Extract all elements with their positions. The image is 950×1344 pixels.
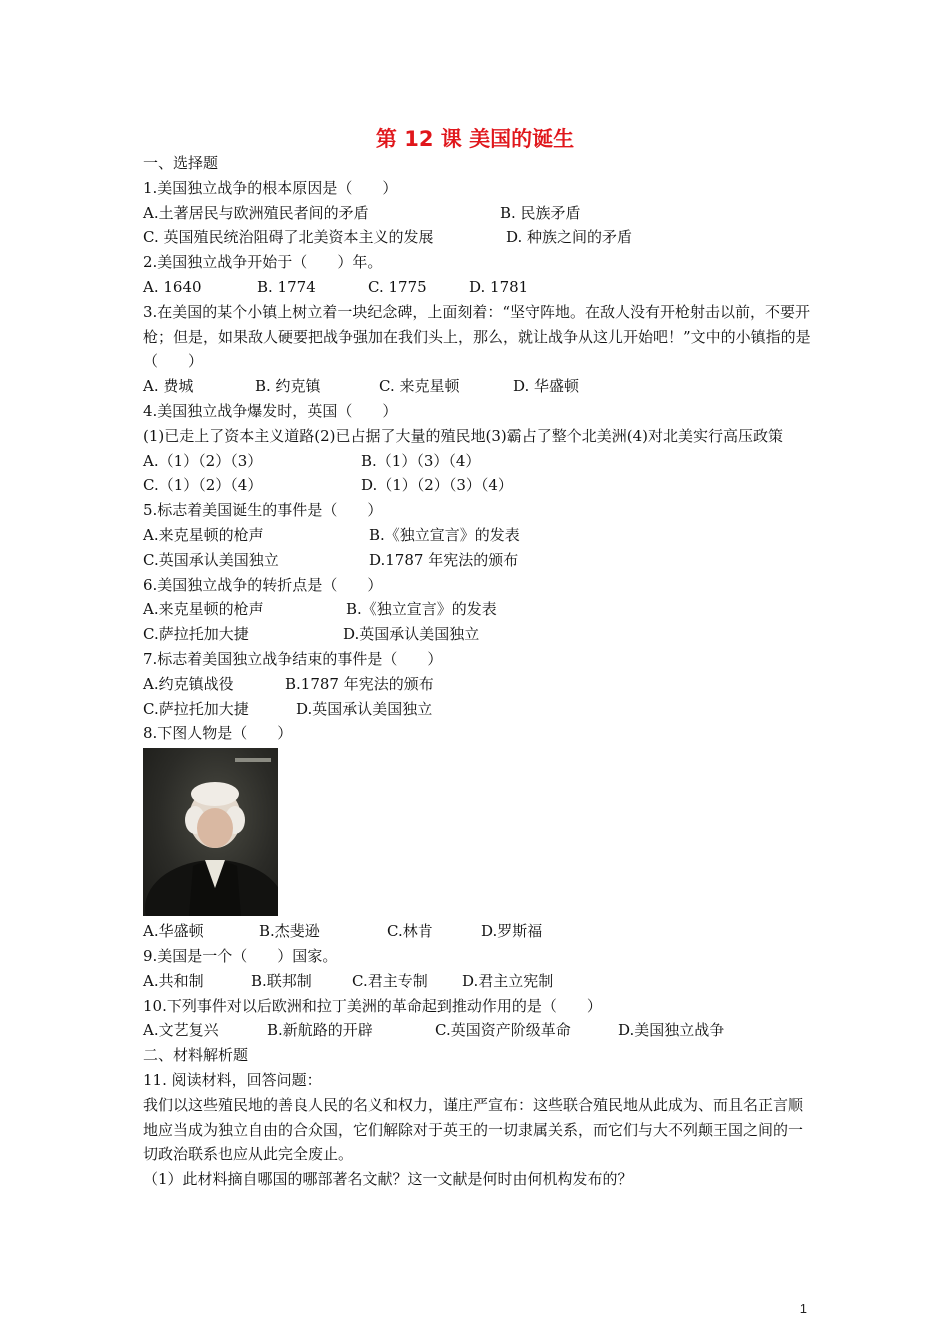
question-stem: 7.标志着美国独立战争结束的事件是（ ）: [143, 649, 443, 668]
question-options: [143, 275, 813, 300]
source-material: 我们以这些殖民地的善良人民的名义和权力，谨庄严宣布：这些联合殖民地从此成为、而且名正言顺地应当成为独立自由的合众国，它们解除对于英王的一切隶属关系，而它们与大不列颠王国之间的一切政治联系也应从此完全废止。: [143, 1095, 804, 1164]
question-options: [143, 597, 813, 622]
question-options: [143, 523, 813, 548]
option-d: D.（1）（2）（3）（4）: [361, 476, 513, 495]
option-c: C.英国承认美国独立: [143, 550, 279, 569]
option-a: A. 费城: [143, 377, 194, 396]
option-c: C.英国资产阶级革命: [435, 1021, 571, 1040]
worksheet-content: [143, 151, 813, 1192]
option-d: D.英国承认美国独立: [343, 625, 480, 644]
option-d: D.罗斯福: [481, 922, 543, 941]
option-b: B. 1774: [257, 277, 316, 296]
option-a: A. 1640: [143, 277, 202, 296]
question-options: [143, 473, 813, 498]
option-b: B. 约克镇: [255, 377, 321, 396]
option-b: B.《独立宣言》的发表: [346, 600, 497, 619]
option-b: B.杰斐逊: [259, 922, 320, 941]
portrait-image: [143, 748, 278, 916]
option-b: B.《独立宣言》的发表: [369, 525, 520, 544]
option-c: C.君主专制: [352, 971, 428, 990]
option-d: D. 华盛顿: [513, 377, 580, 396]
option-d: D.1787 年宪法的颁布: [369, 550, 519, 569]
question-stem: 1.美国独立战争的根本原因是（ ）: [143, 178, 398, 197]
question-stem: 11. 阅读材料，回答问题：: [143, 1070, 322, 1089]
sub-question: （1）此材料摘自哪国的哪部著名文献？这一文献是何时由何机构发布的？: [143, 1170, 633, 1189]
question-options: [143, 225, 813, 250]
option-a: A.约克镇战役: [143, 674, 234, 693]
option-b: B.（1）（3）（4）: [361, 451, 481, 470]
page-title: 第 12 课 美国的诞生: [375, 127, 575, 151]
question-stem: 9.美国是一个（ ）国家。: [143, 946, 338, 965]
question-stem: 10.下列事件对以后欧洲和拉丁美洲的革命起到推动作用的是（ ）: [143, 996, 602, 1015]
option-a: A.华盛顿: [143, 922, 204, 941]
option-c: C. 来克星顿: [379, 377, 460, 396]
option-a: A.来克星顿的枪声: [143, 600, 264, 619]
question-options: [143, 449, 813, 474]
option-c: C.（1）（2）（4）: [143, 476, 263, 495]
option-a: A.文艺复兴: [143, 1021, 219, 1040]
question-options: [143, 672, 813, 697]
question-options: [143, 697, 813, 722]
option-b: B. 民族矛盾: [500, 203, 581, 222]
option-d: D.英国承认美国独立: [296, 699, 433, 718]
question-options: [143, 374, 813, 399]
option-d: D. 1781: [469, 277, 529, 296]
question-options: [143, 1018, 813, 1043]
option-a: A.来克星顿的枪声: [143, 525, 264, 544]
page-number: 1: [799, 1301, 807, 1316]
question-options: [143, 969, 813, 994]
question-options: [143, 919, 813, 944]
option-c: C.萨拉托加大捷: [143, 625, 249, 644]
option-b: B.新航路的开辟: [267, 1021, 373, 1040]
option-c: C.萨拉托加大捷: [143, 699, 249, 718]
question-stem: 2.美国独立战争开始于（ ）年。: [143, 253, 383, 272]
question-stem: 5.标志着美国诞生的事件是（ ）: [143, 501, 383, 520]
section-heading: 二、材料解析题: [143, 1046, 249, 1065]
question-items: (1)已走上了资本主义道路(2)已占据了大量的殖民地(3)霸占了整个北美洲(4)对北美实行高压政策: [143, 426, 783, 445]
option-a: A.共和制: [143, 971, 204, 990]
option-d: D.美国独立战争: [618, 1021, 725, 1040]
question-options: [143, 622, 813, 647]
question-stem: 3.在美国的某个小镇上树立着一块纪念碑，上面刻着：“坚守阵地。在敌人没有开枪射击以前，不要开枪；但是，如果敌人硬要把战争强加在我们头上，那么，就让战争从这儿开始吧！”文中的小镇指的是（ ）: [143, 302, 811, 371]
option-a: A.（1）（2）（3）: [143, 451, 263, 470]
option-c: C.林肯: [387, 922, 433, 941]
section-heading: 一、选择题: [143, 154, 219, 172]
option-c: C. 英国殖民统治阻碍了北美资本主义的发展: [143, 228, 434, 247]
option-b: B.联邦制: [251, 971, 312, 990]
portrait-figure: [143, 748, 278, 916]
question-options: [143, 201, 813, 226]
option-d: D. 种族之间的矛盾: [506, 228, 633, 247]
option-d: D.君主立宪制: [462, 971, 554, 990]
option-a: A.土著居民与欧洲殖民者间的矛盾: [143, 203, 369, 222]
option-b: B.1787 年宪法的颁布: [285, 674, 434, 693]
option-c: C. 1775: [368, 277, 427, 296]
question-options: [143, 548, 813, 573]
question-stem: 6.美国独立战争的转折点是（ ）: [143, 575, 383, 594]
question-stem: 8.下图人物是（ ）: [143, 724, 293, 743]
question-stem: 4.美国独立战争爆发时，英国（ ）: [143, 401, 398, 420]
